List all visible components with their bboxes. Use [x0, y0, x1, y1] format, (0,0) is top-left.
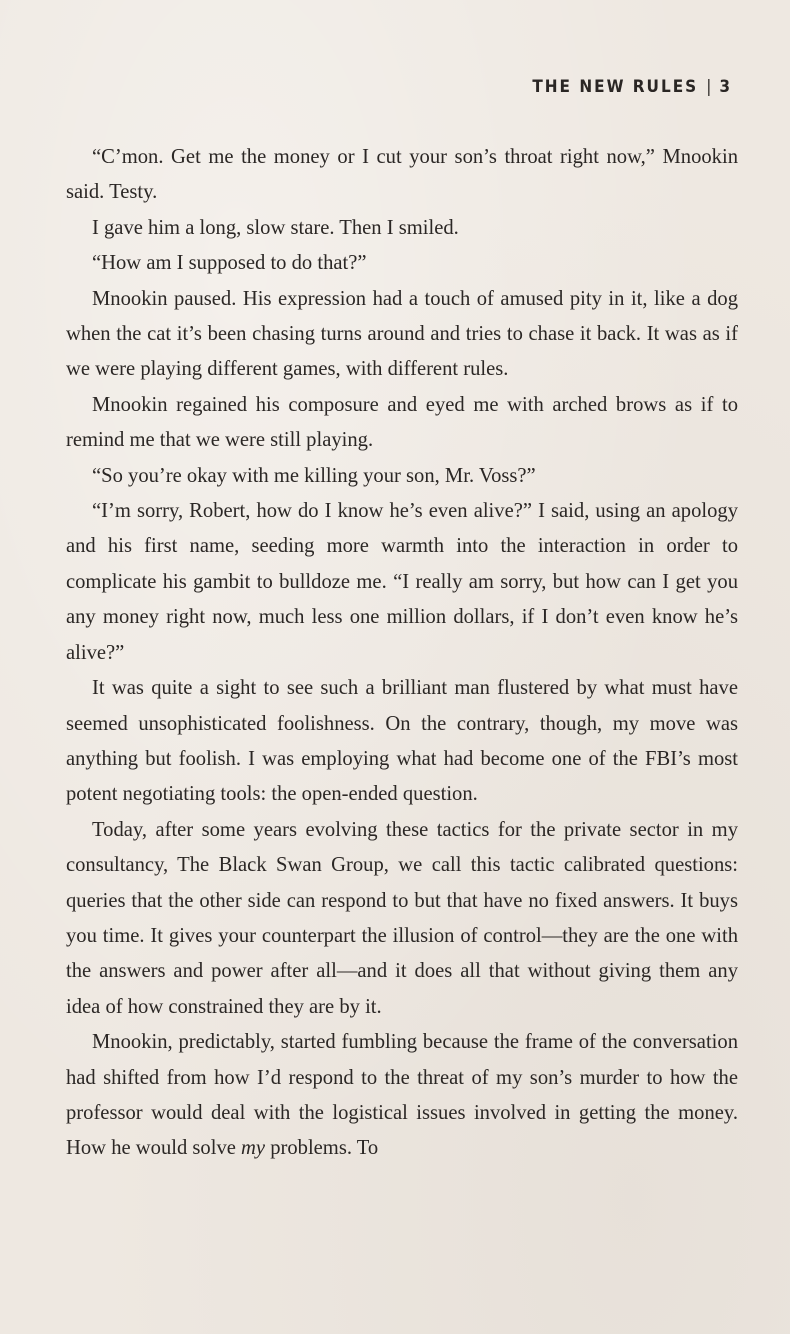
- running-head-title: THE NEW RULES: [532, 77, 699, 97]
- body-text: [66, 140, 738, 1167]
- paragraph-10-end: problems. To: [265, 1137, 379, 1160]
- paragraph-10-emphasis: my: [241, 1137, 266, 1160]
- paragraph-10: [66, 1025, 738, 1167]
- running-head: [532, 77, 732, 97]
- paragraph-8: It was quite a sight to see such a brilliant man flustered by what must have seemed unsophisticated foolishness. On the contrary, though, my move was anything but foolish. I was employing what had become one of the FBI’s most potent negotiating tools: the open-ended question.: [66, 677, 738, 806]
- page-number: 3: [719, 77, 732, 97]
- paragraph-7: “I’m sorry, Robert, how do I know he’s even alive?” I said, using an apology and his first name, seeding more warmth into the interaction in order to complicate his gambit to bulldoze me. “I really am sorry, but how can I get you any money right now, much less one million dollars, if I don’t even know he’s alive?”: [66, 500, 738, 664]
- paragraph-1: “C’mon. Get me the money or I cut your son’s throat right now,” Mnookin said. Testy.: [66, 146, 738, 204]
- running-head-separator: |: [706, 77, 712, 97]
- paragraph-3: “How am I supposed to do that?”: [92, 252, 367, 275]
- paragraph-9: Today, after some years evolving these tactics for the private sector in my consultancy, The Black Swan Group, we call this tactic calibrated questions: queries that the other side can respond to but that have no fixed answers. It buys you time. It gives your counterpart the illusion of control—they are the one with the answers and power after all—and it does all that without giving them any idea of how constrained they are by it.: [66, 818, 738, 1018]
- paragraph-10-start: Mnookin, predictably, started fumbling because the frame of the conversation had shifted from how I’d respond to the threat of my son’s murder to how the professor would deal with the logistical issues involved in getting the money. How he would solve: [66, 1031, 738, 1160]
- paragraph-5: Mnookin regained his composure and eyed me with arched brows as if to remind me that we were still playing.: [66, 393, 738, 452]
- paragraph-6: “So you’re okay with me killing your son, Mr. Voss?”: [92, 464, 536, 487]
- paragraph-2: I gave him a long, slow stare. Then I smiled.: [92, 216, 459, 239]
- paragraph-4: Mnookin paused. His expression had a touch of amused pity in it, like a dog when the cat it’s been chasing turns around and tries to chase it back. It was as if we were playing different games, with different rules.: [66, 287, 738, 381]
